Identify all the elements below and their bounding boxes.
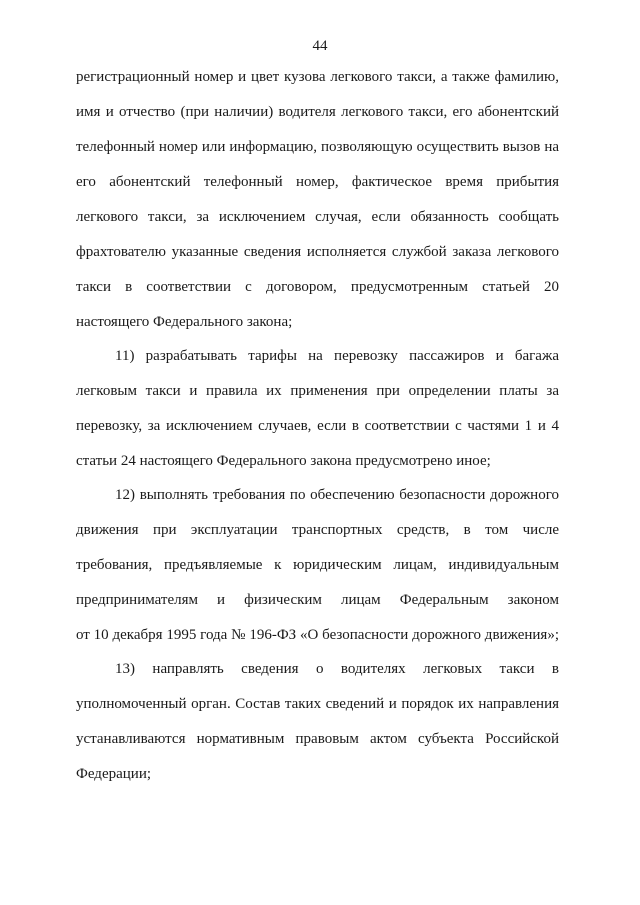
text-line: настоящего Федерального закона; — [76, 314, 293, 330]
text-line: статьи 24 настоящего Федерального закона предусмотрено иное; — [76, 453, 491, 469]
text-line: от 10 декабря 1995 года № 196-ФЗ «О безопасности дорожного движения»; — [76, 627, 559, 643]
text-line: легковым такси и правила их применения при определении платы за — [76, 383, 559, 399]
text-line: перевозку, за исключением случаев, если в соответствии с частями 1 и 4 — [76, 418, 559, 434]
text-line: такси в соответствии с договором, предусмотренным статьей 20 — [76, 279, 559, 295]
text-line: его абонентский телефонный номер, фактическое время прибытия — [76, 174, 559, 190]
text-line: требования, предъявляемые к юридическим лицам, индивидуальным — [76, 557, 559, 573]
list-item-12: 12) выполнять требования по обеспечению безопасности дорожного — [115, 487, 559, 503]
text-line: предпринимателям и физическим лицам Федеральным законом — [76, 592, 559, 608]
text-line: движения при эксплуатации транспортных средств, в том числе — [76, 522, 559, 538]
text-line: легкового такси, за исключением случая, если обязанность сообщать — [76, 209, 559, 225]
text-line: регистрационный номер и цвет кузова легкового такси, а также фамилию, — [76, 69, 559, 85]
list-item-11: 11) разрабатывать тарифы на перевозку пассажиров и багажа — [115, 348, 559, 364]
text-line: имя и отчество (при наличии) водителя легкового такси, его абонентский — [76, 104, 559, 120]
page-number: 44 — [312, 38, 328, 54]
text-line: устанавливаются нормативным правовым актом субъекта Российской — [76, 731, 559, 747]
text-line: телефонный номер или информацию, позволяющую осуществить вызов на — [76, 139, 559, 155]
list-item-13: 13) направлять сведения о водителях легковых такси в — [115, 661, 559, 677]
text-line: Федерации; — [76, 766, 152, 782]
text-line: уполномоченный орган. Состав таких сведений и порядок их направления — [76, 696, 559, 712]
text-line: фрахтователю указанные сведения исполняется службой заказа легкового — [76, 244, 559, 260]
